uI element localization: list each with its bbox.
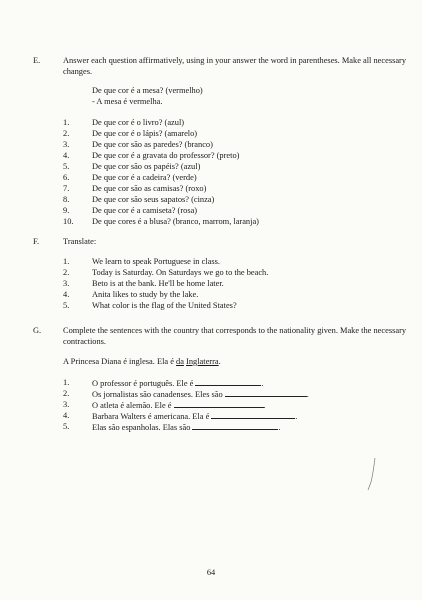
list-item: 8. De que cor são seus sapatos? (cinza) — [63, 195, 215, 204]
exercise-list — [63, 377, 413, 432]
example-question: De que cor é a mesa? (vermelho) — [92, 86, 203, 95]
list-item: 1. We learn to speak Portuguese in class. — [63, 257, 220, 266]
section-letter: F. — [33, 237, 40, 246]
exercise-list — [63, 117, 413, 227]
list-item: 4. Anita likes to study by the lake. — [63, 290, 199, 299]
answer-blank[interactable] — [174, 399, 264, 408]
list-item: 1. De que cor é o livro? (azul) — [63, 118, 185, 127]
list-item: 4. De que cor é a gravata do professor? (preto) — [63, 151, 240, 160]
list-item: 3. O atleta é alemão. Ele é . — [63, 400, 266, 410]
section-instruction: Complete the sentences with the country that corresponds to the nationality given. Make the necessary contractions. — [63, 326, 407, 346]
list-item: 5. What color is the flag of the United States? — [63, 301, 237, 310]
list-item: 9. De que cor é a camiseta? (rosa) — [63, 206, 198, 215]
section-instruction: Answer each question affirmatively, using in your answer the word in parentheses. Make all necessary changes. — [63, 56, 407, 76]
section-instruction: Translate: — [63, 237, 97, 246]
list-item: 5. Elas são espanholas. Elas são . — [63, 422, 281, 432]
list-item: 10. De que cores é a blusa? (branco, marrom, laranja) — [63, 217, 259, 226]
list-item: 2. De que cor é o lápis? (amarelo) — [63, 129, 198, 138]
answer-blank[interactable] — [225, 388, 307, 397]
list-item: 7. De que cor são as camisas? (roxo) — [63, 184, 207, 193]
list-item: 4. Barbara Walters é americana. Ela é . — [63, 411, 298, 421]
page-number: 64 — [206, 568, 216, 577]
list-item: 6. De que cor é a cadeira? (verde) — [63, 173, 197, 182]
answer-blank[interactable] — [211, 410, 295, 419]
section-letter: G. — [33, 326, 42, 335]
list-item: 5. De que cor são os papéis? (azul) — [63, 162, 201, 171]
list-item: 2. Today is Saturday. On Saturdays we go to the beach. — [63, 268, 269, 277]
list-item: 3. Beto is at the bank. He'll be home later. — [63, 279, 224, 288]
exercise-list — [63, 256, 413, 311]
example-answer: - A mesa é vermelha. — [92, 97, 163, 106]
answer-blank[interactable] — [192, 421, 278, 430]
example-country: Inglaterra — [186, 357, 219, 366]
answer-blank[interactable] — [195, 377, 261, 386]
list-item: 2. Os jornalistas são canadenses. Eles são . — [63, 389, 309, 399]
list-item: 1. O professor é português. Ele é . — [63, 378, 264, 388]
example-contraction: da — [176, 357, 184, 366]
section-letter: E. — [33, 56, 41, 65]
pencil-mark — [365, 456, 379, 496]
list-item: 3. De que cor são as paredes? (branco) — [63, 140, 213, 149]
example-sentence: A Princesa Diana é inglesa. Ela é da Inglaterra. — [63, 357, 221, 366]
